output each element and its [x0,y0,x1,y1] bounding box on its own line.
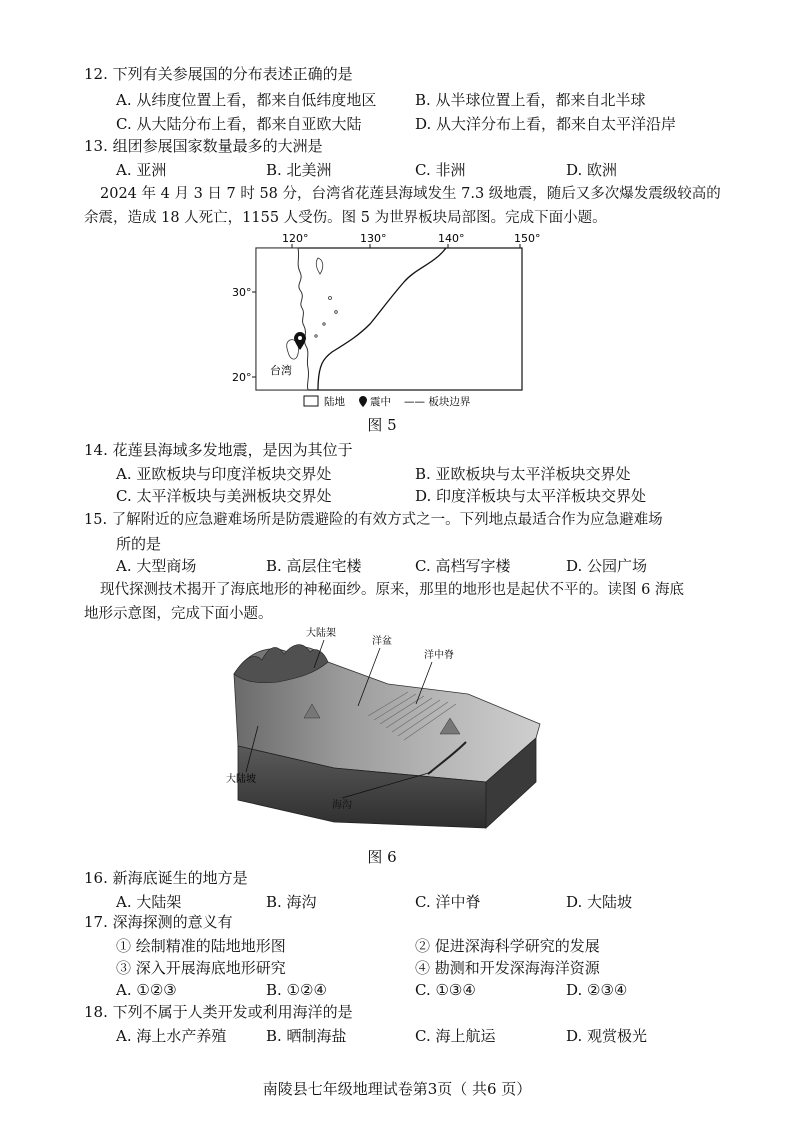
label-continental-shelf: 大陆架 [306,628,336,639]
legend-boundary-label: —— 板块边界 [404,396,471,408]
q17-option-b: B. ①②④ [266,981,327,999]
lon-label-120: 120° [282,232,309,245]
q16-option-c: C. 洋中脊 [415,893,481,911]
q17-option-a: A. ①②③ [116,981,177,999]
q18-option-c: C. 海上航运 [415,1027,496,1045]
figure-6-seafloor-diagram [218,622,550,836]
q17-option-c: C. ①③④ [415,981,476,999]
q16-stem: 16. 新海底诞生的地方是 [84,869,248,887]
passage1-line1: 2024 年 4 月 3 日 7 时 58 分，台湾省花莲县海域发生 7.3 级地震，随后又多次爆发震级较高的 [100,186,721,202]
legend-land-label: 陆地 [324,396,345,408]
q13-option-b: B. 北美洲 [266,161,332,179]
q18-option-d: D. 观赏极光 [566,1027,648,1045]
q15-stem-line1: 15. 了解附近的应急避难场所是防震避险的有效方式之一。下列地点最适合作为应急避难场 [84,512,663,528]
q15-option-b: B. 高层住宅楼 [266,557,362,575]
q14-option-b: B. 亚欧板块与太平洋板块交界处 [415,465,631,483]
q12-option-d: D. 从大洋分布上看，都来自太平洋沿岸 [415,115,677,133]
q14-option-d: D. 印度洋板块与太平洋板块交界处 [415,487,647,505]
q18-option-b: B. 晒制海盐 [266,1027,347,1045]
lat-label-20: 20° [232,371,252,384]
q16-option-b: B. 海沟 [266,893,317,911]
q15-option-c: C. 高档写字楼 [415,557,511,575]
q14-stem: 14. 花莲县海域多发地震，是因为其位于 [84,441,353,459]
taiwan-label: 台湾 [270,364,292,377]
q13-option-c: C. 非洲 [415,161,466,179]
q13-stem: 13. 组团参展国家数量最多的大洲是 [84,137,323,155]
q14-option-a: A. 亚欧板块与印度洋板块交界处 [116,465,332,483]
q17-statement-4: ④ 勘测和开发深海海洋资源 [415,959,600,977]
q18-stem: 18. 下列不属于人类开发或利用海洋的是 [84,1003,353,1021]
figure-5-caption: 图 5 [367,416,397,434]
q12-stem: 12. 下列有关参展国的分布表述正确的是 [84,65,353,83]
q14-option-c: C. 太平洋板块与美洲板块交界处 [116,487,332,505]
q15-option-a: A. 大型商场 [116,557,197,575]
q17-stem: 17. 深海探测的意义有 [84,913,233,931]
legend-epicenter-label: 震中 [370,396,391,408]
q17-statement-2: ② 促进深海科学研究的发展 [415,937,600,955]
q12-option-a: A. 从纬度位置上看，都来自低纬度地区 [116,91,377,109]
figure-5-map [220,228,540,410]
lat-label-30: 30° [232,286,252,299]
q13-option-a: A. 亚洲 [116,161,167,179]
page-footer: 南陵县七年级地理试卷第3页（ 共6 页） [262,1080,532,1098]
q12-option-b: B. 从半球位置上看，都来自北半球 [415,91,646,109]
legend-land-swatch [304,396,318,406]
q17-option-d: D. ②③④ [566,981,628,999]
label-trench: 海沟 [332,800,352,811]
label-ocean-basin: 洋盆 [372,636,392,647]
q17-statement-3: ③ 深入开展海底地形研究 [116,959,286,977]
passage1-line2: 余震，造成 18 人死亡，1155 人受伤。图 5 为世界板块局部图。完成下面小题。 [84,210,607,226]
label-continental-slope: 大陆坡 [226,774,256,785]
lon-label-150: 150° [514,232,540,245]
q16-option-a: A. 大陆架 [116,893,182,911]
q17-statement-1: ① 绘制精准的陆地地形图 [116,937,286,955]
lon-label-130: 130° [360,232,387,245]
q16-option-d: D. 大陆坡 [566,893,633,911]
q18-option-a: A. 海上水产养殖 [116,1027,227,1045]
q13-option-d: D. 欧洲 [566,161,618,179]
passage2-line1: 现代探测技术揭开了海底地形的神秘面纱。原来，那里的地形也是起伏不平的。读图 6 海底 [100,582,684,598]
q15-option-d: D. 公园广场 [566,557,648,575]
figure-6-caption: 图 6 [367,848,397,866]
label-mid-ocean-ridge: 洋中脊 [424,650,454,661]
q12-option-c: C. 从大陆分布上看，都来自亚欧大陆 [116,115,362,133]
lon-label-140: 140° [438,232,465,245]
passage2-line2: 地形示意图，完成下面小题。 [84,606,273,622]
legend-epicenter-icon [359,396,367,407]
q15-stem-line2: 所的是 [116,535,162,553]
